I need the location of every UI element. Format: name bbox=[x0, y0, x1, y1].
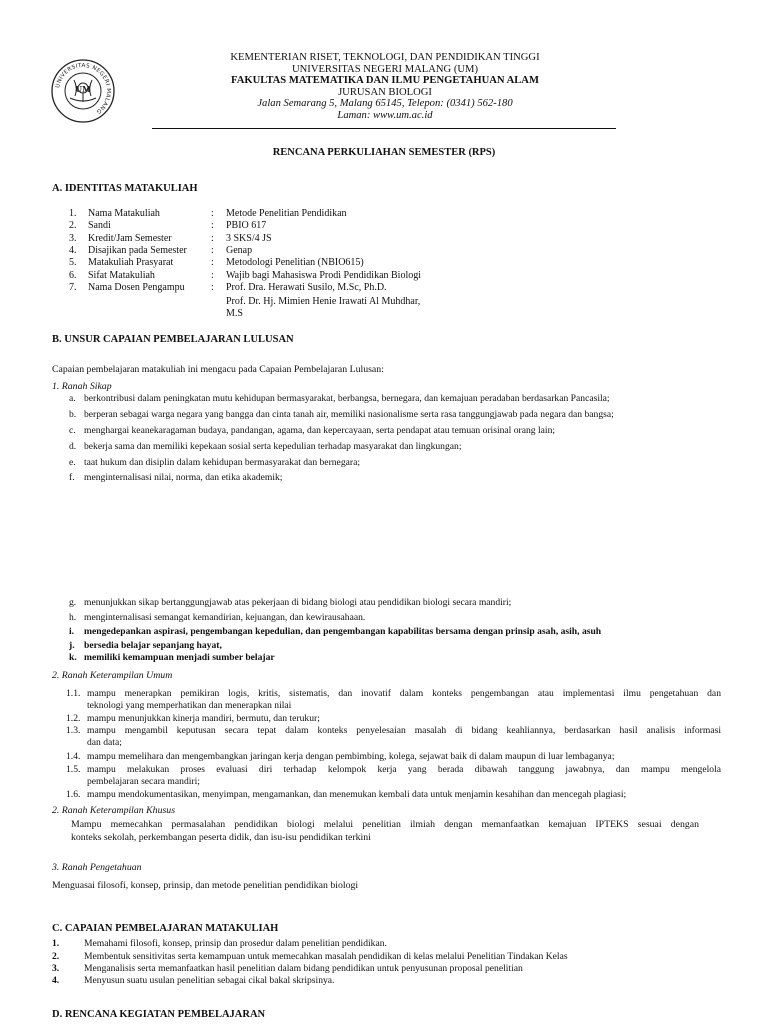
sikap-item-marker: g. bbox=[69, 597, 77, 608]
identity-row-colon: : bbox=[211, 244, 214, 256]
document-title: RENCANA PERKULIAHAN SEMESTER (RPS) bbox=[272, 147, 496, 158]
sikap-item-marker: j. bbox=[69, 640, 75, 651]
sikap-item-marker: e. bbox=[69, 457, 76, 468]
identity-row bbox=[69, 257, 689, 269]
identity-dosen-2: Prof. Dr. Hj. Mimien Henie Irawati Al Muhdhar, bbox=[226, 296, 421, 307]
umum-item-text: mampu mengambil keputusan secara tepat dalam konteks penyelesaian masalah di bidang keahliannya, berdasarkan hasil analisis informasi bbox=[87, 725, 721, 736]
svg-text:UNIVERSITAS NEGERI MALANG: UNIVERSITAS NEGERI MALANG bbox=[55, 62, 112, 115]
sikap-item-text: memiliki kemampuan menjadi sumber belajar bbox=[84, 652, 275, 663]
sikap-item-text: mengedepankan aspirasi, pengembangan kepedulian, dan pengembangan kapabilitas bersama dengan prinsip asah, asih, asuh bbox=[84, 626, 602, 637]
faculty-name: FAKULTAS MATEMATIKA DAN ILMU PENGETAHUAN ALAM bbox=[231, 75, 539, 87]
identity-row-colon: : bbox=[211, 220, 214, 232]
identity-row-value: Wajib bagi Mahasiswa Prodi Pendidikan Biologi bbox=[226, 269, 422, 281]
ministry-name: KEMENTERIAN RISET, TEKNOLOGI, DAN PENDIDIKAN TINGGI bbox=[230, 52, 540, 63]
sikap-item-text: menghargai keanekaragaman budaya, pandangan, agama, dan kepercayaan, serta pendapat atau temuan orisinal orang lain; bbox=[84, 425, 556, 436]
letterhead bbox=[190, 52, 580, 122]
university-logo bbox=[50, 58, 116, 124]
identity-row bbox=[69, 270, 689, 282]
identity-row-label: Kredit/Jam Semester bbox=[88, 232, 172, 244]
sikap-item-marker: b. bbox=[69, 409, 77, 420]
umum-item-marker: 1.2. bbox=[66, 713, 81, 724]
ranah-sikap-title: 1. Ranah Sikap bbox=[52, 381, 112, 392]
umum-item-text-continued: dan data; bbox=[87, 737, 122, 748]
identity-row-number: 4. bbox=[69, 244, 77, 256]
umum-item bbox=[66, 725, 726, 749]
ranah-khusus-line2: konteks sekolah, perkembangan peserta didik, dan isu-isu pendidikan terkini bbox=[71, 832, 371, 843]
identity-row-number: 3. bbox=[69, 232, 77, 244]
department-name: JURUSAN BIOLOGI bbox=[338, 86, 432, 98]
identity-row-colon: : bbox=[211, 257, 214, 269]
identity-row-label: Nama Dosen Pengampu bbox=[88, 281, 185, 293]
identity-row bbox=[69, 282, 689, 294]
sikap-item-marker: d. bbox=[69, 441, 77, 452]
sikap-item-text: bekerja sama dan memiliki kepekaan sosial serta kepedulian terhadap masyarakat dan lingkungan; bbox=[84, 441, 462, 452]
cpmk-item-marker: 4. bbox=[52, 975, 60, 986]
identity-row-value: Genap bbox=[226, 244, 253, 256]
website: Laman: www.um.ac.id bbox=[337, 109, 433, 121]
identity-row bbox=[69, 233, 689, 245]
ranah-pengetahuan-title: 3. Ranah Pengetahuan bbox=[52, 862, 142, 873]
identity-row-number: 1. bbox=[69, 208, 77, 219]
umum-item-marker: 1.3. bbox=[66, 725, 81, 736]
identity-row-value: Metodologi Penelitian (NBIO615) bbox=[226, 257, 364, 269]
umum-item bbox=[66, 688, 726, 712]
umum-item-text: mampu melakukan proses evaluasi diri terhadap kelompok kerja yang berada dibawah tanggung jawabnya, dan mampu mengelola bbox=[87, 764, 721, 775]
cpmk-item-text: Menganalisis serta memanfaatkan hasil penelitian dalam bidang pendidikan untuk penyusunan proposal penelitian bbox=[84, 963, 523, 974]
ranah-khusus-line1: Mampu memecahkan permasalahan pendidikan biologi melalui penelitian ilmiah dengan memanfaatkan kemajuan IPTEKS sesuai dengan bbox=[71, 819, 699, 830]
sikap-item-text: bersedia belajar sepanjang hayat, bbox=[84, 640, 222, 651]
sikap-item-marker: k. bbox=[69, 652, 77, 663]
identity-row bbox=[69, 245, 689, 257]
identity-row-colon: : bbox=[211, 269, 214, 281]
umum-item bbox=[66, 764, 726, 788]
umum-item-marker: 1.6. bbox=[66, 789, 81, 800]
identity-row-number: 6. bbox=[69, 269, 77, 281]
umum-item-text: mampu mendokumentasikan, menyimpan, mengamankan, dan menemukan kembali data untuk menjamin kesahihan dan mencegah plagiasi; bbox=[87, 789, 627, 800]
cpmk-item-text: Menyusun suatu usulan penelitian sebagai cikal bakal skripsinya. bbox=[84, 975, 335, 986]
sikap-item-marker: i. bbox=[69, 626, 75, 637]
identity-dosen-2-suffix: M.S bbox=[226, 308, 243, 319]
header-divider bbox=[152, 128, 616, 129]
identity-row-value: Prof. Dra. Herawati Susilo, M.Sc, Ph.D. bbox=[226, 281, 387, 293]
identity-row-value: Metode Penelitian Pendidikan bbox=[226, 208, 347, 219]
identity-row-label: Disajikan pada Semester bbox=[88, 244, 187, 256]
identity-row-value: PBIO 617 bbox=[226, 220, 267, 232]
sikap-item-marker: a. bbox=[69, 393, 76, 404]
section-b-heading: B. UNSUR CAPAIAN PEMBELAJARAN LULUSAN bbox=[52, 334, 294, 345]
identity-row-colon: : bbox=[211, 232, 214, 244]
ranah-pengetahuan-text: Menguasai filosofi, konsep, prinsip, dan metode penelitian pendidikan biologi bbox=[52, 880, 359, 891]
identity-row-number: 7. bbox=[69, 281, 77, 293]
sikap-item-marker: f. bbox=[69, 472, 75, 483]
umum-item-text: mampu menerapkan pemikiran logis, kritis, sistematis, dan inovatif dalam konteks pengembangan atau implementasi ilmu pengetahuan dan bbox=[87, 688, 721, 699]
umum-item-marker: 1.1. bbox=[66, 688, 81, 699]
sikap-item-marker: c. bbox=[69, 425, 76, 436]
cpmk-item-marker: 1. bbox=[52, 938, 60, 949]
cpmk-item-marker: 3. bbox=[52, 963, 60, 974]
sikap-item-text: taat hukum dan disiplin dalam kehidupan bermasyarakat dan bernegara; bbox=[84, 457, 360, 468]
identity-row-colon: : bbox=[211, 208, 214, 219]
section-d-heading: D. RENCANA KEGIATAN PEMBELAJARAN bbox=[52, 1009, 266, 1020]
sikap-item-text: menunjukkan sikap bertanggungjawab atas pekerjaan di bidang biologi atau pendidikan biologi secara mandiri; bbox=[84, 597, 512, 608]
umum-item-marker: 1.4. bbox=[66, 751, 81, 762]
identity-row-colon: : bbox=[211, 281, 214, 293]
svg-text:UM: UM bbox=[75, 84, 91, 94]
ranah-umum-title: 2. Ranah Keterampilan Umum bbox=[52, 670, 173, 681]
section-b-intro: Capaian pembelajaran matakuliah ini mengacu pada Capaian Pembelajaran Lulusan: bbox=[52, 364, 384, 375]
identity-row-label: Matakuliah Prasyarat bbox=[88, 257, 174, 269]
sikap-item-text: menginternalisasi nilai, norma, dan etika akademik; bbox=[84, 472, 283, 483]
identity-row-label: Nama Matakuliah bbox=[88, 208, 160, 219]
cpmk-item-marker: 2. bbox=[52, 951, 60, 962]
sikap-item-text: menginternalisasi semangat kemandirian, kejuangan, dan kewirausahaan. bbox=[84, 612, 366, 623]
sikap-item-marker: h. bbox=[69, 612, 77, 623]
umum-item-text: mampu memelihara dan mengembangkan jaringan kerja dengan pembimbing, kolega, sejawat baik di dalam maupun di luar lembaganya; bbox=[87, 751, 615, 762]
identity-row-value: 3 SKS/4 JS bbox=[226, 232, 272, 244]
umum-item-text-continued: teknologi yang memperhatikan dan menerapkan nilai bbox=[87, 700, 292, 711]
identity-row-number: 2. bbox=[69, 220, 77, 232]
university-name: UNIVERSITAS NEGERI MALANG (UM) bbox=[291, 63, 478, 75]
cpmk-item-text: Membentuk sensitivitas serta kemampuan untuk memecahkan masalah pendidikan di kelas melalui Penelitian Tindakan Kelas bbox=[84, 951, 568, 962]
section-c-heading: C. CAPAIAN PEMBELAJARAN MATAKULIAH bbox=[52, 923, 279, 934]
identity-row-number: 5. bbox=[69, 257, 77, 269]
identity-row bbox=[69, 220, 689, 232]
umum-item-marker: 1.5. bbox=[66, 764, 81, 775]
umum-item-text: mampu menunjukkan kinerja mandiri, bermutu, dan terukur; bbox=[87, 713, 320, 724]
identity-row bbox=[69, 208, 689, 220]
ranah-khusus-title: 2. Ranah Keterampilan Khusus bbox=[52, 805, 176, 816]
identity-row-label: Sandi bbox=[88, 220, 111, 232]
cpmk-item-text: Memahami filosofi, konsep, prinsip dan prosedur dalam penelitian pendidikan. bbox=[84, 938, 387, 949]
sikap-item-text: berperan sebagai warga negara yang bangga dan cinta tanah air, memiliki nasionalisme serta rasa tanggungjawab pada negara dan bangsa; bbox=[84, 409, 614, 420]
sikap-item-text: berkontribusi dalam peningkatan mutu kehidupan bermasyarakat, berbangsa, bernegara, dan kemajuan peradaban berdasarkan Pancasila; bbox=[84, 393, 610, 404]
identity-row-label: Sifat Matakuliah bbox=[88, 269, 155, 281]
section-a-heading: A. IDENTITAS MATAKULIAH bbox=[52, 183, 198, 194]
umum-item-text-continued: pembelajaran secara mandiri; bbox=[87, 776, 200, 787]
address: Jalan Semarang 5, Malang 65145, Telepon: (0341) 562-180 bbox=[257, 98, 513, 110]
